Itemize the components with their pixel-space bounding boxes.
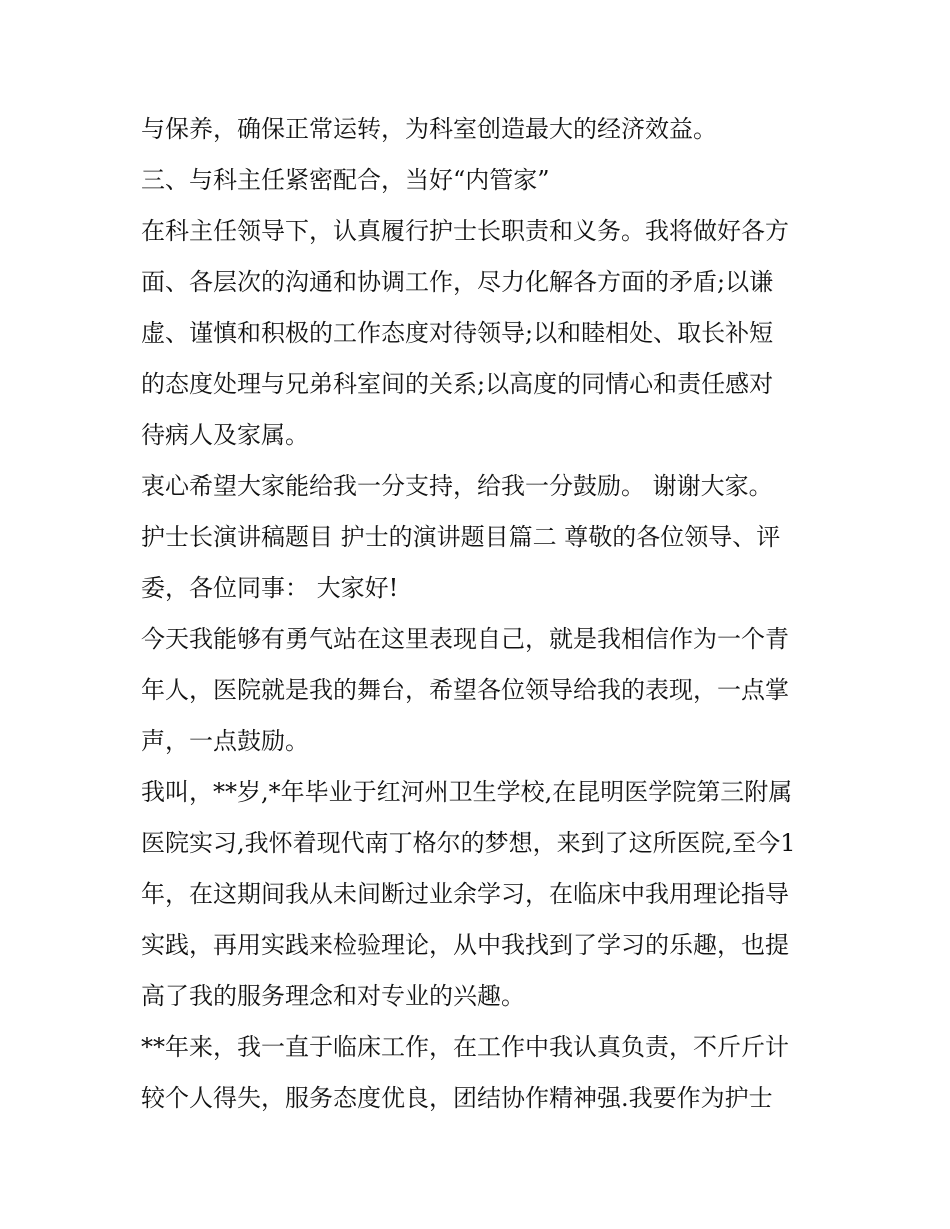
- text-line: 待病人及家属。: [141, 421, 309, 449]
- text-line: 声，一点鼓励。: [141, 727, 309, 755]
- text-line: 今天我能够有勇气站在这里表现自己，就是我相信作为一个青: [141, 625, 789, 653]
- text-line: 我叫，**岁,*年毕业于红河州卫生学校,在昆明医学院第三附属: [141, 778, 793, 806]
- text-line: 与保养，确保正常运转，为科室创造最大的经济效益。: [141, 115, 717, 143]
- text-line: 在科主任领导下，认真履行护士长职责和义务。我将做好各方: [141, 217, 789, 245]
- text-line: 面、各层次的沟通和协调工作，尽力化解各方面的矛盾;以谦: [141, 268, 774, 296]
- text-line: 委，各位同事： 大家好!: [141, 574, 399, 602]
- text-line: 衷心希望大家能给我一分支持，给我一分鼓励。 谢谢大家。: [141, 472, 773, 500]
- text-line: 实践，再用实践来检验理论，从中我找到了学习的乐趣，也提: [141, 931, 789, 959]
- text-line: 护士长演讲稿题目 护士的演讲题目篇二 尊敬的各位领导、评: [141, 523, 781, 551]
- section-heading: 三、与科主任紧密配合，当好“内管家”: [141, 166, 550, 194]
- text-line: 的态度处理与兄弟科室间的关系;以高度的同情心和责任感对: [141, 370, 774, 398]
- text-line: 年，在这期间我从未间断过业余学习，在临床中我用理论指导: [141, 880, 789, 908]
- text-line: 医院实习,我怀着现代南丁格尔的梦想，来到了这所医院,至今1: [141, 829, 796, 857]
- text-line: **年来，我一直于临床工作，在工作中我认真负责，不斤斤计: [141, 1033, 789, 1061]
- text-line: 较个人得失，服务态度优良，团结协作精神强.我要作为护士: [141, 1084, 773, 1112]
- text-line: 高了我的服务理念和对专业的兴趣。: [141, 982, 525, 1010]
- document-body: [141, 104, 821, 1124]
- text-line: 年人，医院就是我的舞台，希望各位领导给我的表现，一点掌: [141, 676, 789, 704]
- text-line: 虚、谨慎和积极的工作态度对待领导;以和睦相处、取长补短: [141, 319, 774, 347]
